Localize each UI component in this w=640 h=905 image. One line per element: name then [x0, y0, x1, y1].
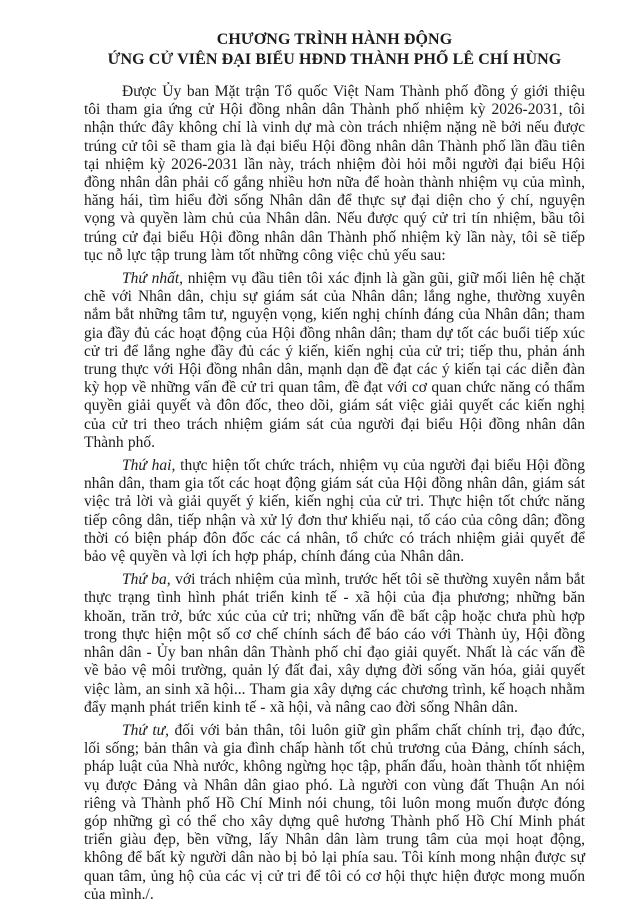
title-line-2: ỨNG CỬ VIÊN ĐẠI BIỂU HĐND THÀNH PHỐ LÊ CHÍ HÙNG: [107, 51, 562, 68]
paragraph-thu-nhat-lead: Thứ nhất,: [122, 270, 184, 288]
paragraph-thu-ba: [84, 571, 585, 717]
paragraph-thu-tu: [84, 722, 585, 904]
paragraph-thu-hai-text: thực hiện tốt chức trách, nhiệm vụ của người đại biểu Hội đồng nhân dân, tham gia tốt các hoạt động giám sát của Hội đồng nhân dân, giám sát việc trả lời và giải quyết ý kiến, kiến nghị của cử tri. Thực hiện tốt chức năng tiếp công dân, tiếp nhận và xử lý đơn thư khiếu nại, tố cáo của công dân; đồng thời có biện pháp đôn đốc các cá nhân, tổ chức có trách nhiệm giải quyết để bảo vệ quyền và lợi ích hợp pháp, chính đáng của Nhân dân.: [84, 457, 585, 566]
paragraph-thu-nhat: [84, 270, 585, 452]
document-title: [84, 30, 585, 70]
paragraph-intro-text: Được Ủy ban Mặt trận Tổ quốc Việt Nam Thành phố đồng ý giới thiệu tôi tham gia ứng cử Hội đồng nhân dân Thành phố nhiệm kỳ 2026-2031, tôi nhận thức đây không chỉ là vinh dự mà còn trách nhiệm nặng nề bởi nếu được trúng cử tôi sẽ tham gia là đại biểu Hội đồng nhân dân Thành phố lần đầu tiên tại nhiệm kỳ 2026-2031 lần này, trách nhiệm đòi hỏi mỗi người đại biểu Hội đồng nhân dân phải cố gắng nhiều hơn nữa để hoàn thành nhiệm vụ của mình, hăng hái, tìm hiểu đời sống Nhân dân để thực sự đại diện cho ý chí, nguyện vọng và quyền làm chủ của Nhân dân. Nếu được quý cử tri tín nhiệm, bầu tôi trúng cử đại biểu Hội đồng nhân dân Thành phố nhiệm kỳ lần này, tôi sẽ tiếp tục nỗ lực tập trung làm tốt những công việc chủ yếu sau:: [84, 83, 585, 264]
title-line-1: CHƯƠNG TRÌNH HÀNH ĐỘNG: [216, 31, 453, 48]
paragraph-thu-tu-lead: Thứ tư,: [122, 721, 169, 739]
paragraph-thu-hai-lead: Thứ hai,: [122, 457, 176, 475]
paragraph-thu-nhat-text: nhiệm vụ đầu tiên tôi xác định là gần gũi, giữ mối liên hệ chặt chẽ với Nhân dân, chịu sự giám sát của Nhân dân; lắng nghe, thường xuyên nắm bắt những tâm tư, nguyện vọng, kiến nghị chính đáng của Nhân dân; tham gia đầy đủ các hoạt động của Hội đồng nhân dân; tham dự tốt các buổi tiếp xúc cử tri để lắng nghe đầy đủ các ý kiến, kiến nghị của cử tri; tiếp thu, phản ánh trung thực với Hội đồng nhân dân, mạnh dạn đề đạt các ý kiến tại các diễn đàn kỳ họp về những vấn đề cử tri quan tâm, đề đạt với cơ quan chức năng có thẩm quyền giải quyết và đôn đốc, theo dõi, giám sát việc giải quyết các kiến nghị của cử tri theo trách nhiệm giám sát của người đại biểu Hội đồng nhân dân Thành phố.: [84, 270, 585, 451]
paragraph-thu-tu-text: đối với bản thân, tôi luôn giữ gìn phẩm chất chính trị, đạo đức, lối sống; bản thân và gia đình chấp hành tốt chủ trương của Đảng, chính sách, pháp luật của Nhà nước, không ngừng học tập, phấn đấu, hoàn thành tốt nhiệm vụ được Đảng và Nhân dân giao phó. Là người con vùng đất Thuận An nói riêng và Thành phố Hồ Chí Minh nói chung, tôi luôn mong muốn được đóng góp những gì có thể cho xây dựng quê hương Thành phố Hồ Chí Minh phát triển giàu đẹp, bền vững, lấy Nhân dân làm trung tâm của mọi hoạt động, không để bất kỳ người dân nào bị bỏ lại phía sau. Tôi kính mong nhận được sự quan tâm, ủng hộ của các vị cử tri để tôi có cơ hội thực hiện được mong muốn của mình./.: [84, 721, 585, 903]
paragraph-intro: [84, 83, 585, 265]
document-body: [84, 83, 585, 904]
paragraph-thu-ba-lead: Thứ ba,: [122, 571, 171, 589]
paragraph-thu-hai: [84, 457, 585, 566]
paragraph-thu-ba-text: với trách nhiệm của mình, trước hết tôi sẽ thường xuyên nắm bắt thực trạng tình hình phát triển kinh tế - xã hội của địa phương; những băn khoăn, trăn trở, bức xúc của cử tri; những vấn đề bất cập hoặc chưa phù hợp trong thực hiện một số cơ chế chính sách để báo cáo với Thành ủy, Hội đồng nhân dân - Ủy ban nhân dân Thành phố chỉ đạo giải quyết. Nhất là các vấn đề về bảo vệ môi trường, quản lý đất đai, xây dựng đời sống văn hóa, giải quyết việc làm, an sinh xã hội... Tham gia xây dựng các chương trình, kế hoạch nhằm đẩy mạnh phát triển kinh tế - xã hội, và nâng cao đời sống Nhân dân.: [84, 571, 585, 716]
